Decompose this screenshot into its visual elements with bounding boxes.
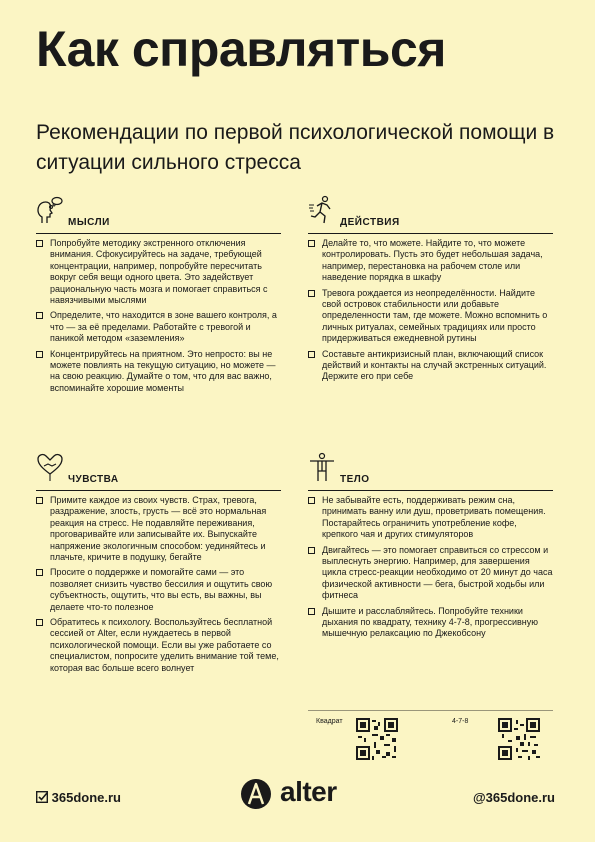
list-item: Концентрируйтесь на приятном. Это непросто: вы не можете повлиять на текущую ситуацию, но можете — на свою реакцию. Думайте о том, что для вас важно, вспоминайте хорошие моменты	[36, 349, 281, 395]
checkbox-icon	[36, 619, 43, 626]
section-title: ДЕЙСТВИЯ	[340, 217, 400, 228]
checkbox-icon	[308, 240, 315, 247]
section-divider	[36, 490, 281, 491]
qr-code-square[interactable]	[356, 718, 398, 760]
qr-label-square: Квадрат	[316, 718, 343, 725]
list-item: Попробуйте методику экстренного отключения внимания. Сфокусируйтесь на задаче, требующей концентрации, например, попробуйте пересчитать вокруг себя вещи одного цвета. Это задействует рациональную часть мозга и помогает справиться с навязчивыми мыслями	[36, 238, 281, 306]
checkbox-icon	[308, 497, 315, 504]
list-item: Обратитесь к психологу. Воспользуйтесь бесплатной сессией от Alter, если нуждаетесь в первой психологической помощи. Если вы уже работаете со специалистом, попросите уделить внимание той теме, которая вас больше всего волнует	[36, 617, 281, 674]
section-title: МЫСЛИ	[68, 217, 110, 228]
heart-hand-icon	[36, 452, 64, 482]
qr-codes	[308, 710, 553, 725]
section-title: ТЕЛО	[340, 474, 370, 485]
standing-person-icon	[308, 452, 336, 482]
section-divider	[36, 233, 281, 234]
running-person-icon	[308, 195, 336, 225]
list-item: Двигайтесь — это помогает справиться со стрессом и выплеснуть энергию. Например, для завершения цикла стресс-реакции необходимо от 20 минут до часа физической активности — бега, быстрой ходьбы или фитнеса	[308, 545, 553, 602]
checkbox-icon	[36, 312, 43, 319]
list-item: Примите каждое из своих чувств. Страх, тревога, раздражение, злость, грусть — всё это нормальная реакция на стресс. Не подавляйте переживания, проговаривайте или записывайте их. Выпускайте напряжение экологичным способом: уединяйтесь и плачьте, кричите в подушку, бегайте	[36, 495, 281, 563]
alter-logo	[240, 776, 360, 810]
list-item: Составьте антикризисный план, включающий список действий и контакты на случай экстренных ситуаций. Держите его при себе	[308, 349, 553, 383]
checkbox-icon	[36, 351, 43, 358]
page-subtitle: Рекомендации по первой психологической помощи в ситуации сильного стресса	[36, 121, 555, 174]
checkbox-icon	[36, 240, 43, 247]
list-item: Просите о поддержке и помогайте сами — это позволяет снизить чувство бессилия и ощутить свою субъектность, ощутить, что вы есть, вы важны, вы делаете что-то полезное	[36, 567, 281, 613]
list-item: Дышите и расслабляйтесь. Попробуйте техники дыхания по квадрату, технику 4-7-8, прогрессивную мышечную релаксацию по Джекобсону	[308, 606, 553, 640]
section-divider	[308, 233, 553, 234]
list-item: Не забывайте есть, поддерживать режим сна, принимать ванну или душ, проветривать помещения. Постарайтесь ограничить употребление кофе, крепкого чая и других стимуляторов	[308, 495, 553, 541]
qr-label-478: 4-7-8	[452, 718, 469, 725]
section-thoughts	[36, 195, 281, 398]
list-item: Тревога рождается из неопределённости. Найдите свой островок стабильности или добавьте определенности там, где можете. Можно вспомнить о личных ритуалах, семейных традициях или просто придерживаться ежедневной рутины	[308, 288, 553, 345]
section-divider	[308, 490, 553, 491]
footer-social-handle[interactable]: @365done.ru	[472, 790, 555, 805]
qr-divider	[308, 710, 553, 711]
checkbox-icon	[308, 290, 315, 297]
head-thoughts-icon	[36, 195, 64, 225]
qr-code-478[interactable]	[498, 718, 540, 760]
alter-logo-text: alter	[280, 776, 337, 807]
page-title: Как справляться	[36, 21, 446, 77]
checkbox-icon	[308, 547, 315, 554]
section-feelings	[36, 452, 281, 678]
checkbox-icon	[308, 608, 315, 615]
footer-website-link[interactable]: 365done.ru	[36, 790, 121, 805]
checkbox-icon	[36, 569, 43, 576]
checkmark-box-icon	[36, 791, 48, 803]
checkbox-icon	[36, 497, 43, 504]
section-actions	[308, 195, 553, 387]
section-body	[308, 452, 553, 644]
section-title: ЧУВСТВА	[68, 474, 119, 485]
alter-logo-mark-icon	[240, 778, 272, 810]
list-item: Делайте то, что можете. Найдите то, что можете контролировать. Пусть это будет небольшая задача, например, перестановка на рабочем столе или наведение порядка в шкафу	[308, 238, 553, 284]
list-item: Определите, что находится в зоне вашего контроля, а что — за её пределами. Работайте с тревогой и паникой методом «заземления»	[36, 310, 281, 344]
checkbox-icon	[308, 351, 315, 358]
